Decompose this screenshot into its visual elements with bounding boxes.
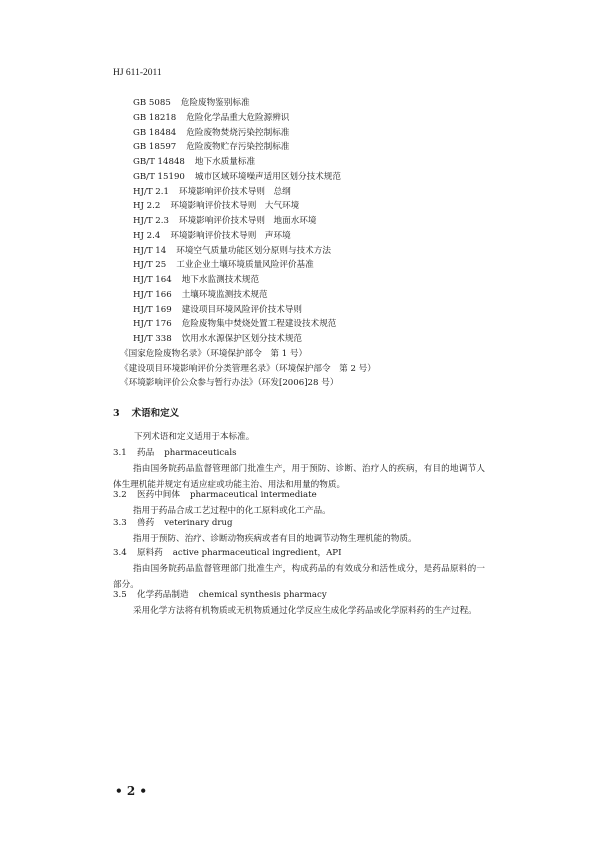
definition-number: 3.2 bbox=[113, 490, 127, 500]
reference-title: 环境影响评价技术导则 声环境 bbox=[170, 230, 291, 241]
reference-code: HJ/T 25 bbox=[133, 260, 167, 271]
definition-term-en: chemical synthesis pharmacy bbox=[198, 590, 327, 600]
reference-code: HJ 2.2 bbox=[133, 201, 161, 212]
reference-item bbox=[133, 140, 376, 155]
reference-code: HJ/T 169 bbox=[133, 304, 172, 315]
reference-item bbox=[133, 332, 376, 347]
reference-title: 危险废物集中焚烧处置工程建设技术规范 bbox=[181, 319, 337, 330]
reference-title: 环境影响评价技术导则 总纲 bbox=[178, 186, 291, 197]
definition-term: 化学药品制造 bbox=[137, 590, 189, 600]
reference-title: 危险废物鉴别标准 bbox=[180, 98, 250, 108]
reference-item bbox=[133, 170, 376, 185]
definition-body: 指由国务院药品监督管理部门批准生产，用于预防、诊断、治疗人的疾病，有目的地调节人体生理机能并规定有适应症或功能主治、用法和用量的物质。 bbox=[113, 464, 485, 490]
reference-item bbox=[133, 288, 376, 303]
reference-item bbox=[133, 111, 376, 126]
definition-term-line bbox=[113, 588, 485, 603]
reference-title: 饮用水水源保护区划分技术规范 bbox=[181, 334, 303, 344]
reference-item bbox=[133, 214, 376, 229]
reference-code: HJ/T 2.1 bbox=[133, 186, 169, 197]
definition-number: 3.1 bbox=[113, 448, 127, 458]
definition-term-line bbox=[113, 516, 485, 531]
reference-code: HJ/T 166 bbox=[133, 289, 172, 300]
definition-3-4 bbox=[113, 546, 485, 593]
reference-item bbox=[133, 126, 376, 141]
normative-references-list bbox=[120, 96, 376, 391]
reference-item bbox=[133, 185, 376, 200]
definition-3-2 bbox=[113, 488, 485, 519]
reference-item bbox=[133, 229, 376, 244]
reference-title: 危险废物焚烧污染控制标准 bbox=[186, 127, 290, 138]
reference-code: HJ/T 164 bbox=[133, 275, 172, 285]
definition-term-line bbox=[113, 446, 485, 461]
definition-body: 指由国务院药品监督管理部门批准生产，构成药品的有效成分和活性成分，是药品原料的一部分。 bbox=[113, 564, 485, 590]
regulation-item: 《国家危险废物名录》（环境保护部令 第 1 号） bbox=[120, 348, 308, 359]
reference-title: 地下水质量标准 bbox=[194, 157, 256, 167]
reference-code: HJ/T 338 bbox=[133, 334, 172, 344]
page-number: • 2 • bbox=[115, 784, 148, 798]
definition-3-1 bbox=[113, 446, 485, 493]
reference-item bbox=[133, 258, 376, 273]
definition-term-en: veterinary drug bbox=[164, 518, 233, 528]
definition-term: 医药中间体 bbox=[137, 490, 180, 500]
section-title: 术语和定义 bbox=[131, 408, 180, 419]
reference-item bbox=[133, 273, 376, 288]
regulation-item: 《建设项目环境影响评价分类管理名录》（环境保护部令 第 2 号） bbox=[120, 363, 376, 374]
reference-title: 危险废物贮存污染控制标准 bbox=[186, 142, 290, 153]
reference-code: HJ/T 176 bbox=[133, 319, 172, 330]
definition-term-en: active pharmaceutical ingredient，API bbox=[172, 548, 342, 558]
reference-code: GB/T 14848 bbox=[133, 157, 185, 167]
reference-title: 城市区域环境噪声适用区划分技术规范 bbox=[194, 171, 341, 182]
reference-item bbox=[133, 155, 376, 170]
reference-title: 土壤环境监测技术规范 bbox=[181, 289, 268, 300]
reference-title: 环境空气质量功能区划分原则与技术方法 bbox=[176, 245, 331, 256]
reference-item bbox=[133, 96, 376, 111]
regulation-item: 《环境影响评价公众参与暂行办法》（环发[2006]28 号） bbox=[120, 378, 339, 389]
definition-body: 指用于药品合成工艺过程中的化工原料或化工产品。 bbox=[133, 506, 331, 516]
reference-code: HJ/T 2.3 bbox=[133, 216, 169, 226]
definition-3-3 bbox=[113, 516, 485, 547]
reference-title: 危险化学品重大危险源辨识 bbox=[186, 112, 290, 123]
definition-body: 指用于预防、治疗、诊断动物疾病或者有目的地调节动物生理机能的物质。 bbox=[133, 534, 417, 544]
definition-number: 3.4 bbox=[113, 548, 127, 558]
reference-code: GB 18218 bbox=[133, 112, 177, 123]
definition-term: 兽药 bbox=[137, 518, 155, 528]
reference-title: 环境影响评价技术导则 地面水环境 bbox=[178, 216, 317, 226]
definition-term-line bbox=[113, 546, 485, 561]
reference-title: 建设项目环境风险评价技术导则 bbox=[181, 304, 303, 315]
section-heading bbox=[113, 405, 179, 419]
section-intro: 下列术语和定义适用于本标准。 bbox=[134, 432, 255, 442]
reference-code: HJ 2.4 bbox=[133, 230, 161, 241]
definition-body: 采用化学方法将有机物质或无机物质通过化学反应生成化学药品或化学原料药的生产过程。 bbox=[133, 606, 477, 616]
definition-term-en: pharmaceuticals bbox=[164, 448, 237, 458]
definition-term-line bbox=[113, 488, 485, 503]
definition-3-5 bbox=[113, 588, 485, 619]
definition-term: 原料药 bbox=[137, 548, 163, 558]
reference-item bbox=[133, 303, 376, 318]
section-number: 3 bbox=[113, 408, 120, 419]
reference-code: GB 18484 bbox=[133, 127, 177, 138]
reference-item bbox=[133, 317, 376, 332]
reference-code: GB/T 15190 bbox=[133, 171, 185, 182]
reference-title: 工业企业土壤环境质量风险评价基准 bbox=[176, 260, 314, 271]
definition-number: 3.3 bbox=[113, 518, 127, 528]
definition-term-en: pharmaceutical intermediate bbox=[189, 490, 317, 500]
reference-title: 环境影响评价技术导则 大气环境 bbox=[170, 201, 300, 212]
definition-term: 药品 bbox=[137, 448, 155, 458]
reference-title: 地下水监测技术规范 bbox=[181, 275, 260, 285]
reference-item bbox=[133, 244, 376, 259]
reference-code: GB 18597 bbox=[133, 142, 177, 153]
reference-item bbox=[133, 199, 376, 214]
document-header: HJ 611-2011 bbox=[113, 68, 162, 78]
reference-code: GB 5085 bbox=[133, 98, 171, 108]
definition-number: 3.5 bbox=[113, 590, 127, 600]
reference-code: HJ/T 14 bbox=[133, 245, 167, 256]
